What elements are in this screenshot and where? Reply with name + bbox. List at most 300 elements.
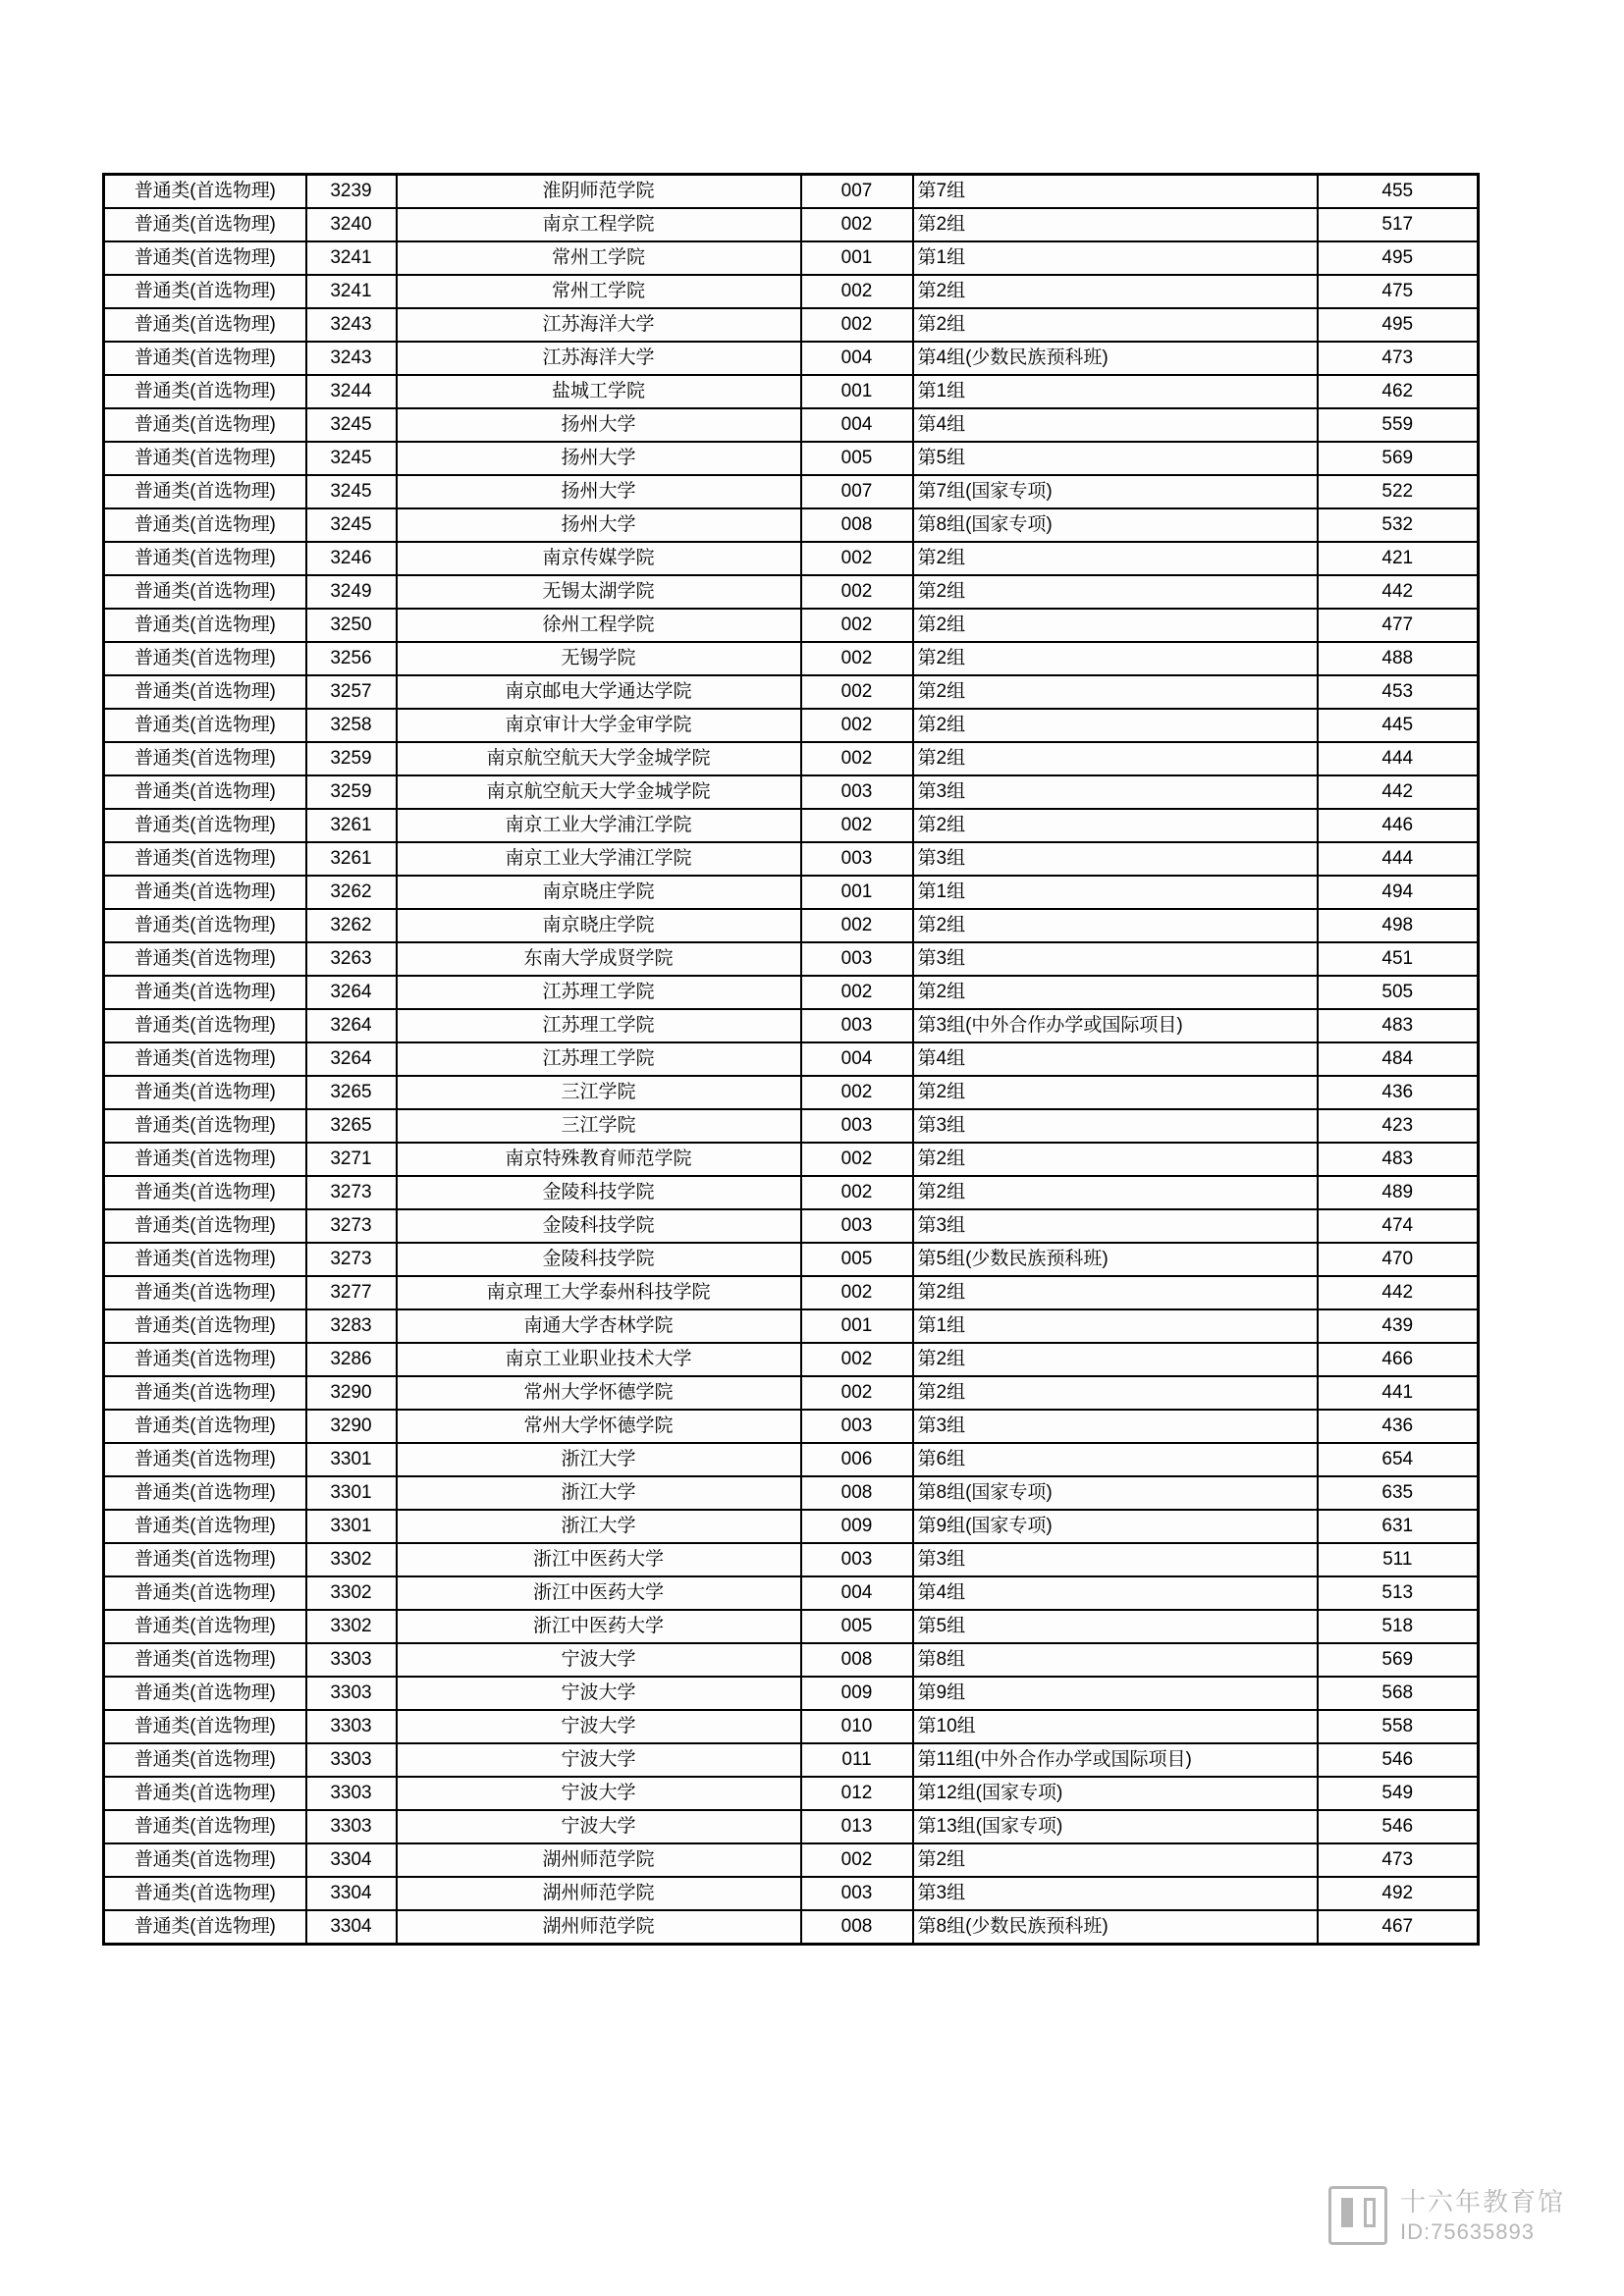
cell-category: 普通类(首选物理) (104, 1276, 306, 1309)
cell-group-code: 004 (801, 408, 913, 442)
cell-school-code: 3243 (306, 308, 397, 342)
cell-group-code: 002 (801, 1376, 913, 1410)
cell-school-name: 浙江大学 (397, 1443, 801, 1476)
cell-school-name: 南京航空航天大学金城学院 (397, 775, 801, 809)
cell-school-code: 3259 (306, 742, 397, 775)
cell-group-code: 002 (801, 542, 913, 575)
cell-score: 498 (1318, 909, 1479, 942)
cell-group-name: 第3组 (913, 942, 1318, 976)
cell-group-name: 第4组 (913, 1042, 1318, 1076)
table-row (104, 675, 1479, 709)
cell-category: 普通类(首选物理) (104, 475, 306, 508)
cell-school-name: 湖州师范学院 (397, 1910, 801, 1945)
cell-score: 568 (1318, 1677, 1479, 1710)
cell-category: 普通类(首选物理) (104, 876, 306, 909)
cell-school-code: 3257 (306, 675, 397, 709)
cell-group-name: 第2组 (913, 1076, 1318, 1109)
table-row (104, 375, 1479, 408)
admission-score-table (102, 173, 1480, 1946)
table-row (104, 609, 1479, 642)
cell-group-name: 第8组(国家专项) (913, 508, 1318, 542)
cell-group-name: 第2组 (913, 675, 1318, 709)
cell-school-code: 3249 (306, 575, 397, 609)
cell-school-code: 3303 (306, 1643, 397, 1677)
cell-school-code: 3304 (306, 1910, 397, 1945)
cell-score: 635 (1318, 1476, 1479, 1510)
table-row (104, 1443, 1479, 1476)
table-row (104, 1576, 1479, 1610)
cell-group-name: 第2组 (913, 1176, 1318, 1209)
cell-school-name: 徐州工程学院 (397, 609, 801, 642)
cell-school-code: 3273 (306, 1243, 397, 1276)
cell-category: 普通类(首选物理) (104, 675, 306, 709)
table-row (104, 1677, 1479, 1710)
cell-score: 467 (1318, 1910, 1479, 1945)
table-row (104, 1710, 1479, 1743)
table-row (104, 1877, 1479, 1910)
cell-school-code: 3273 (306, 1176, 397, 1209)
table-row (104, 976, 1479, 1009)
cell-category: 普通类(首选物理) (104, 709, 306, 742)
cell-score: 423 (1318, 1109, 1479, 1143)
cell-group-code: 003 (801, 1109, 913, 1143)
cell-school-code: 3304 (306, 1843, 397, 1877)
cell-score: 445 (1318, 709, 1479, 742)
cell-group-code: 005 (801, 1610, 913, 1643)
table-row (104, 709, 1479, 742)
cell-category: 普通类(首选物理) (104, 575, 306, 609)
cell-school-code: 3302 (306, 1576, 397, 1610)
table-row (104, 1643, 1479, 1677)
table-row (104, 775, 1479, 809)
table-row (104, 1076, 1479, 1109)
cell-score: 569 (1318, 442, 1479, 475)
cell-school-code: 3273 (306, 1209, 397, 1243)
cell-score: 451 (1318, 942, 1479, 976)
table-row (104, 1610, 1479, 1643)
cell-school-code: 3301 (306, 1510, 397, 1543)
cell-group-code: 002 (801, 909, 913, 942)
cell-group-name: 第2组 (913, 542, 1318, 575)
cell-score: 477 (1318, 609, 1479, 642)
cell-category: 普通类(首选物理) (104, 609, 306, 642)
cell-group-code: 002 (801, 642, 913, 675)
table-row (104, 508, 1479, 542)
cell-group-name: 第5组 (913, 442, 1318, 475)
cell-group-code: 003 (801, 942, 913, 976)
table-row (104, 942, 1479, 976)
cell-category: 普通类(首选物理) (104, 775, 306, 809)
cell-group-name: 第2组 (913, 1376, 1318, 1410)
table-row (104, 742, 1479, 775)
table-row (104, 1042, 1479, 1076)
cell-group-name: 第5组 (913, 1610, 1318, 1643)
cell-school-code: 3261 (306, 809, 397, 842)
cell-score: 466 (1318, 1343, 1479, 1376)
cell-school-name: 南通大学杏林学院 (397, 1309, 801, 1343)
table-row (104, 1777, 1479, 1810)
cell-category: 普通类(首选物理) (104, 742, 306, 775)
cell-category: 普通类(首选物理) (104, 942, 306, 976)
cell-school-name: 无锡学院 (397, 642, 801, 675)
cell-category: 普通类(首选物理) (104, 1243, 306, 1276)
cell-category: 普通类(首选物理) (104, 1910, 306, 1945)
table-row (104, 1843, 1479, 1877)
cell-score: 492 (1318, 1877, 1479, 1910)
cell-group-code: 008 (801, 1476, 913, 1510)
cell-category: 普通类(首选物理) (104, 1076, 306, 1109)
table-row (104, 175, 1479, 209)
cell-group-code: 009 (801, 1510, 913, 1543)
table-row (104, 1743, 1479, 1777)
cell-score: 483 (1318, 1143, 1479, 1176)
cell-group-name: 第11组(中外合作办学或国际项目) (913, 1743, 1318, 1777)
cell-group-code: 003 (801, 1543, 913, 1576)
cell-category: 普通类(首选物理) (104, 1176, 306, 1209)
cell-category: 普通类(首选物理) (104, 275, 306, 308)
cell-category: 普通类(首选物理) (104, 1843, 306, 1877)
table-row (104, 542, 1479, 575)
table-row (104, 876, 1479, 909)
cell-school-name: 无锡太湖学院 (397, 575, 801, 609)
cell-score: 495 (1318, 241, 1479, 275)
watermark-text (1400, 2186, 1565, 2245)
cell-group-code: 002 (801, 1076, 913, 1109)
cell-school-code: 3303 (306, 1710, 397, 1743)
cell-group-name: 第8组(少数民族预科班) (913, 1910, 1318, 1945)
cell-category: 普通类(首选物理) (104, 1576, 306, 1610)
cell-school-name: 南京邮电大学通达学院 (397, 675, 801, 709)
cell-category: 普通类(首选物理) (104, 1443, 306, 1476)
cell-school-code: 3264 (306, 1042, 397, 1076)
cell-category: 普通类(首选物理) (104, 342, 306, 375)
cell-school-code: 3246 (306, 542, 397, 575)
cell-score: 444 (1318, 742, 1479, 775)
cell-school-name: 南京晓庄学院 (397, 909, 801, 942)
cell-group-code: 002 (801, 208, 913, 241)
cell-school-code: 3241 (306, 241, 397, 275)
cell-category: 普通类(首选物理) (104, 1009, 306, 1042)
cell-group-name: 第8组 (913, 1643, 1318, 1677)
table-row (104, 1543, 1479, 1576)
cell-score: 546 (1318, 1743, 1479, 1777)
cell-score: 441 (1318, 1376, 1479, 1410)
cell-group-code: 003 (801, 1877, 913, 1910)
cell-school-code: 3262 (306, 876, 397, 909)
cell-group-name: 第3组 (913, 1109, 1318, 1143)
watermark (1328, 2186, 1565, 2245)
cell-school-code: 3245 (306, 475, 397, 508)
cell-group-code: 002 (801, 1343, 913, 1376)
cell-group-name: 第3组(中外合作办学或国际项目) (913, 1009, 1318, 1042)
cell-school-name: 南京传媒学院 (397, 542, 801, 575)
cell-score: 511 (1318, 1543, 1479, 1576)
cell-school-code: 3250 (306, 609, 397, 642)
cell-group-name: 第3组 (913, 1543, 1318, 1576)
cell-group-name: 第3组 (913, 1209, 1318, 1243)
cell-school-code: 3286 (306, 1343, 397, 1376)
cell-group-code: 004 (801, 1576, 913, 1610)
cell-score: 513 (1318, 1576, 1479, 1610)
table-row (104, 1276, 1479, 1309)
cell-group-name: 第2组 (913, 1843, 1318, 1877)
cell-school-code: 3283 (306, 1309, 397, 1343)
cell-group-name: 第10组 (913, 1710, 1318, 1743)
cell-score: 654 (1318, 1443, 1479, 1476)
table-row (104, 275, 1479, 308)
cell-category: 普通类(首选物理) (104, 1543, 306, 1576)
cell-group-code: 002 (801, 809, 913, 842)
cell-category: 普通类(首选物理) (104, 208, 306, 241)
cell-category: 普通类(首选物理) (104, 1610, 306, 1643)
cell-school-name: 南京审计大学金审学院 (397, 709, 801, 742)
table-row (104, 442, 1479, 475)
cell-school-name: 盐城工学院 (397, 375, 801, 408)
cell-school-name: 常州工学院 (397, 275, 801, 308)
cell-school-name: 三江学院 (397, 1076, 801, 1109)
cell-school-name: 常州大学怀德学院 (397, 1376, 801, 1410)
cell-category: 普通类(首选物理) (104, 976, 306, 1009)
cell-category: 普通类(首选物理) (104, 1510, 306, 1543)
cell-score: 475 (1318, 275, 1479, 308)
cell-group-name: 第1组 (913, 1309, 1318, 1343)
cell-school-code: 3290 (306, 1410, 397, 1443)
cell-school-name: 宁波大学 (397, 1677, 801, 1710)
cell-group-name: 第2组 (913, 809, 1318, 842)
cell-group-code: 004 (801, 1042, 913, 1076)
cell-school-code: 3244 (306, 375, 397, 408)
cell-group-code: 005 (801, 1243, 913, 1276)
cell-school-code: 3261 (306, 842, 397, 876)
cell-group-code: 001 (801, 241, 913, 275)
watermark-title: 十六年教育馆 (1399, 2187, 1565, 2216)
cell-group-name: 第2组 (913, 709, 1318, 742)
cell-school-name: 南京晓庄学院 (397, 876, 801, 909)
cell-group-code: 003 (801, 1209, 913, 1243)
cell-school-code: 3256 (306, 642, 397, 675)
cell-category: 普通类(首选物理) (104, 408, 306, 442)
cell-school-code: 3303 (306, 1677, 397, 1710)
cell-school-code: 3301 (306, 1443, 397, 1476)
cell-score: 446 (1318, 809, 1479, 842)
cell-school-name: 湖州师范学院 (397, 1843, 801, 1877)
table-row (104, 575, 1479, 609)
cell-group-name: 第5组(少数民族预科班) (913, 1243, 1318, 1276)
cell-school-code: 3302 (306, 1543, 397, 1576)
cell-score: 483 (1318, 1009, 1479, 1042)
cell-score: 505 (1318, 976, 1479, 1009)
cell-school-code: 3239 (306, 175, 397, 209)
cell-category: 普通类(首选物理) (104, 1710, 306, 1743)
cell-school-code: 3262 (306, 909, 397, 942)
cell-category: 普通类(首选物理) (104, 1476, 306, 1510)
cell-score: 569 (1318, 1643, 1479, 1677)
cell-school-name: 扬州大学 (397, 508, 801, 542)
cell-score: 558 (1318, 1710, 1479, 1743)
cell-group-name: 第1组 (913, 375, 1318, 408)
table-row (104, 241, 1479, 275)
cell-score: 453 (1318, 675, 1479, 709)
cell-score: 436 (1318, 1076, 1479, 1109)
cell-school-name: 浙江大学 (397, 1476, 801, 1510)
cell-category: 普通类(首选物理) (104, 842, 306, 876)
table-row (104, 1810, 1479, 1843)
table-row (104, 1009, 1479, 1042)
cell-school-code: 3271 (306, 1143, 397, 1176)
cell-group-name: 第7组(国家专项) (913, 475, 1318, 508)
cell-group-name: 第2组 (913, 976, 1318, 1009)
cell-score: 442 (1318, 575, 1479, 609)
cell-category: 普通类(首选物理) (104, 809, 306, 842)
cell-school-name: 东南大学成贤学院 (397, 942, 801, 976)
cell-category: 普通类(首选物理) (104, 1410, 306, 1443)
table-row (104, 842, 1479, 876)
cell-score: 631 (1318, 1510, 1479, 1543)
table-row (104, 1376, 1479, 1410)
table-sheet (102, 173, 1477, 2038)
watermark-logo-icon (1328, 2186, 1387, 2245)
cell-score: 473 (1318, 1843, 1479, 1877)
cell-group-code: 013 (801, 1810, 913, 1843)
table-row (104, 1209, 1479, 1243)
cell-category: 普通类(首选物理) (104, 241, 306, 275)
cell-group-code: 003 (801, 1009, 913, 1042)
cell-school-code: 3277 (306, 1276, 397, 1309)
cell-group-code: 012 (801, 1777, 913, 1810)
cell-category: 普通类(首选物理) (104, 1677, 306, 1710)
cell-group-code: 002 (801, 575, 913, 609)
table-row (104, 475, 1479, 508)
cell-school-code: 3301 (306, 1476, 397, 1510)
cell-group-code: 002 (801, 1276, 913, 1309)
cell-category: 普通类(首选物理) (104, 1109, 306, 1143)
cell-group-code: 003 (801, 775, 913, 809)
cell-school-name: 扬州大学 (397, 442, 801, 475)
cell-group-name: 第2组 (913, 609, 1318, 642)
cell-category: 普通类(首选物理) (104, 1643, 306, 1677)
cell-group-code: 002 (801, 308, 913, 342)
cell-score: 473 (1318, 342, 1479, 375)
cell-score: 522 (1318, 475, 1479, 508)
cell-score: 517 (1318, 208, 1479, 241)
cell-school-code: 3265 (306, 1109, 397, 1143)
cell-score: 549 (1318, 1777, 1479, 1810)
table-row (104, 1410, 1479, 1443)
cell-group-code: 002 (801, 609, 913, 642)
cell-school-name: 浙江中医药大学 (397, 1610, 801, 1643)
cell-school-name: 江苏海洋大学 (397, 308, 801, 342)
cell-school-code: 3265 (306, 1076, 397, 1109)
cell-group-code: 007 (801, 475, 913, 508)
cell-school-name: 宁波大学 (397, 1710, 801, 1743)
cell-score: 470 (1318, 1243, 1479, 1276)
cell-school-name: 扬州大学 (397, 475, 801, 508)
cell-group-name: 第2组 (913, 1143, 1318, 1176)
cell-school-code: 3303 (306, 1810, 397, 1843)
table-row (104, 342, 1479, 375)
cell-group-name: 第3组 (913, 842, 1318, 876)
cell-school-name: 南京航空航天大学金城学院 (397, 742, 801, 775)
cell-school-name: 淮阴师范学院 (397, 175, 801, 209)
cell-group-name: 第2组 (913, 742, 1318, 775)
cell-score: 546 (1318, 1810, 1479, 1843)
cell-school-name: 江苏理工学院 (397, 976, 801, 1009)
cell-group-code: 008 (801, 1910, 913, 1945)
cell-score: 489 (1318, 1176, 1479, 1209)
cell-school-name: 金陵科技学院 (397, 1209, 801, 1243)
cell-group-name: 第2组 (913, 1343, 1318, 1376)
cell-group-name: 第1组 (913, 876, 1318, 909)
watermark-id: ID:75635893 (1399, 2218, 1535, 2244)
cell-category: 普通类(首选物理) (104, 175, 306, 209)
cell-group-name: 第3组 (913, 1877, 1318, 1910)
table-row (104, 1176, 1479, 1209)
cell-group-name: 第2组 (913, 1276, 1318, 1309)
cell-group-code: 009 (801, 1677, 913, 1710)
table-body (104, 175, 1479, 1945)
cell-group-code: 002 (801, 1176, 913, 1209)
cell-group-name: 第3组 (913, 775, 1318, 809)
cell-group-name: 第7组 (913, 175, 1318, 209)
table-row (104, 1243, 1479, 1276)
cell-school-name: 金陵科技学院 (397, 1176, 801, 1209)
cell-school-code: 3241 (306, 275, 397, 308)
cell-school-code: 3258 (306, 709, 397, 742)
cell-group-code: 001 (801, 1309, 913, 1343)
cell-group-code: 002 (801, 275, 913, 308)
cell-group-code: 002 (801, 976, 913, 1009)
cell-score: 442 (1318, 775, 1479, 809)
cell-category: 普通类(首选物理) (104, 542, 306, 575)
cell-school-name: 南京理工大学泰州科技学院 (397, 1276, 801, 1309)
cell-category: 普通类(首选物理) (104, 1143, 306, 1176)
table-row (104, 1143, 1479, 1176)
cell-school-name: 常州大学怀德学院 (397, 1410, 801, 1443)
cell-group-name: 第1组 (913, 241, 1318, 275)
cell-group-name: 第4组(少数民族预科班) (913, 342, 1318, 375)
cell-group-name: 第9组 (913, 1677, 1318, 1710)
cell-group-code: 003 (801, 842, 913, 876)
cell-score: 444 (1318, 842, 1479, 876)
cell-category: 普通类(首选物理) (104, 1376, 306, 1410)
table-row (104, 909, 1479, 942)
cell-school-code: 3304 (306, 1877, 397, 1910)
cell-school-code: 3245 (306, 442, 397, 475)
cell-school-name: 浙江中医药大学 (397, 1576, 801, 1610)
cell-school-name: 宁波大学 (397, 1810, 801, 1843)
cell-group-name: 第6组 (913, 1443, 1318, 1476)
cell-group-name: 第4组 (913, 408, 1318, 442)
cell-score: 442 (1318, 1276, 1479, 1309)
cell-school-name: 南京工业职业技术大学 (397, 1343, 801, 1376)
cell-school-name: 常州工学院 (397, 241, 801, 275)
cell-category: 普通类(首选物理) (104, 642, 306, 675)
cell-category: 普通类(首选物理) (104, 1042, 306, 1076)
cell-category: 普通类(首选物理) (104, 1209, 306, 1243)
table-row (104, 1343, 1479, 1376)
cell-category: 普通类(首选物理) (104, 1743, 306, 1777)
cell-score: 488 (1318, 642, 1479, 675)
table-row (104, 408, 1479, 442)
cell-category: 普通类(首选物理) (104, 909, 306, 942)
cell-group-code: 002 (801, 675, 913, 709)
table-row (104, 308, 1479, 342)
cell-category: 普通类(首选物理) (104, 1309, 306, 1343)
cell-group-code: 010 (801, 1710, 913, 1743)
cell-group-name: 第13组(国家专项) (913, 1810, 1318, 1843)
cell-group-name: 第2组 (913, 208, 1318, 241)
cell-school-code: 3243 (306, 342, 397, 375)
